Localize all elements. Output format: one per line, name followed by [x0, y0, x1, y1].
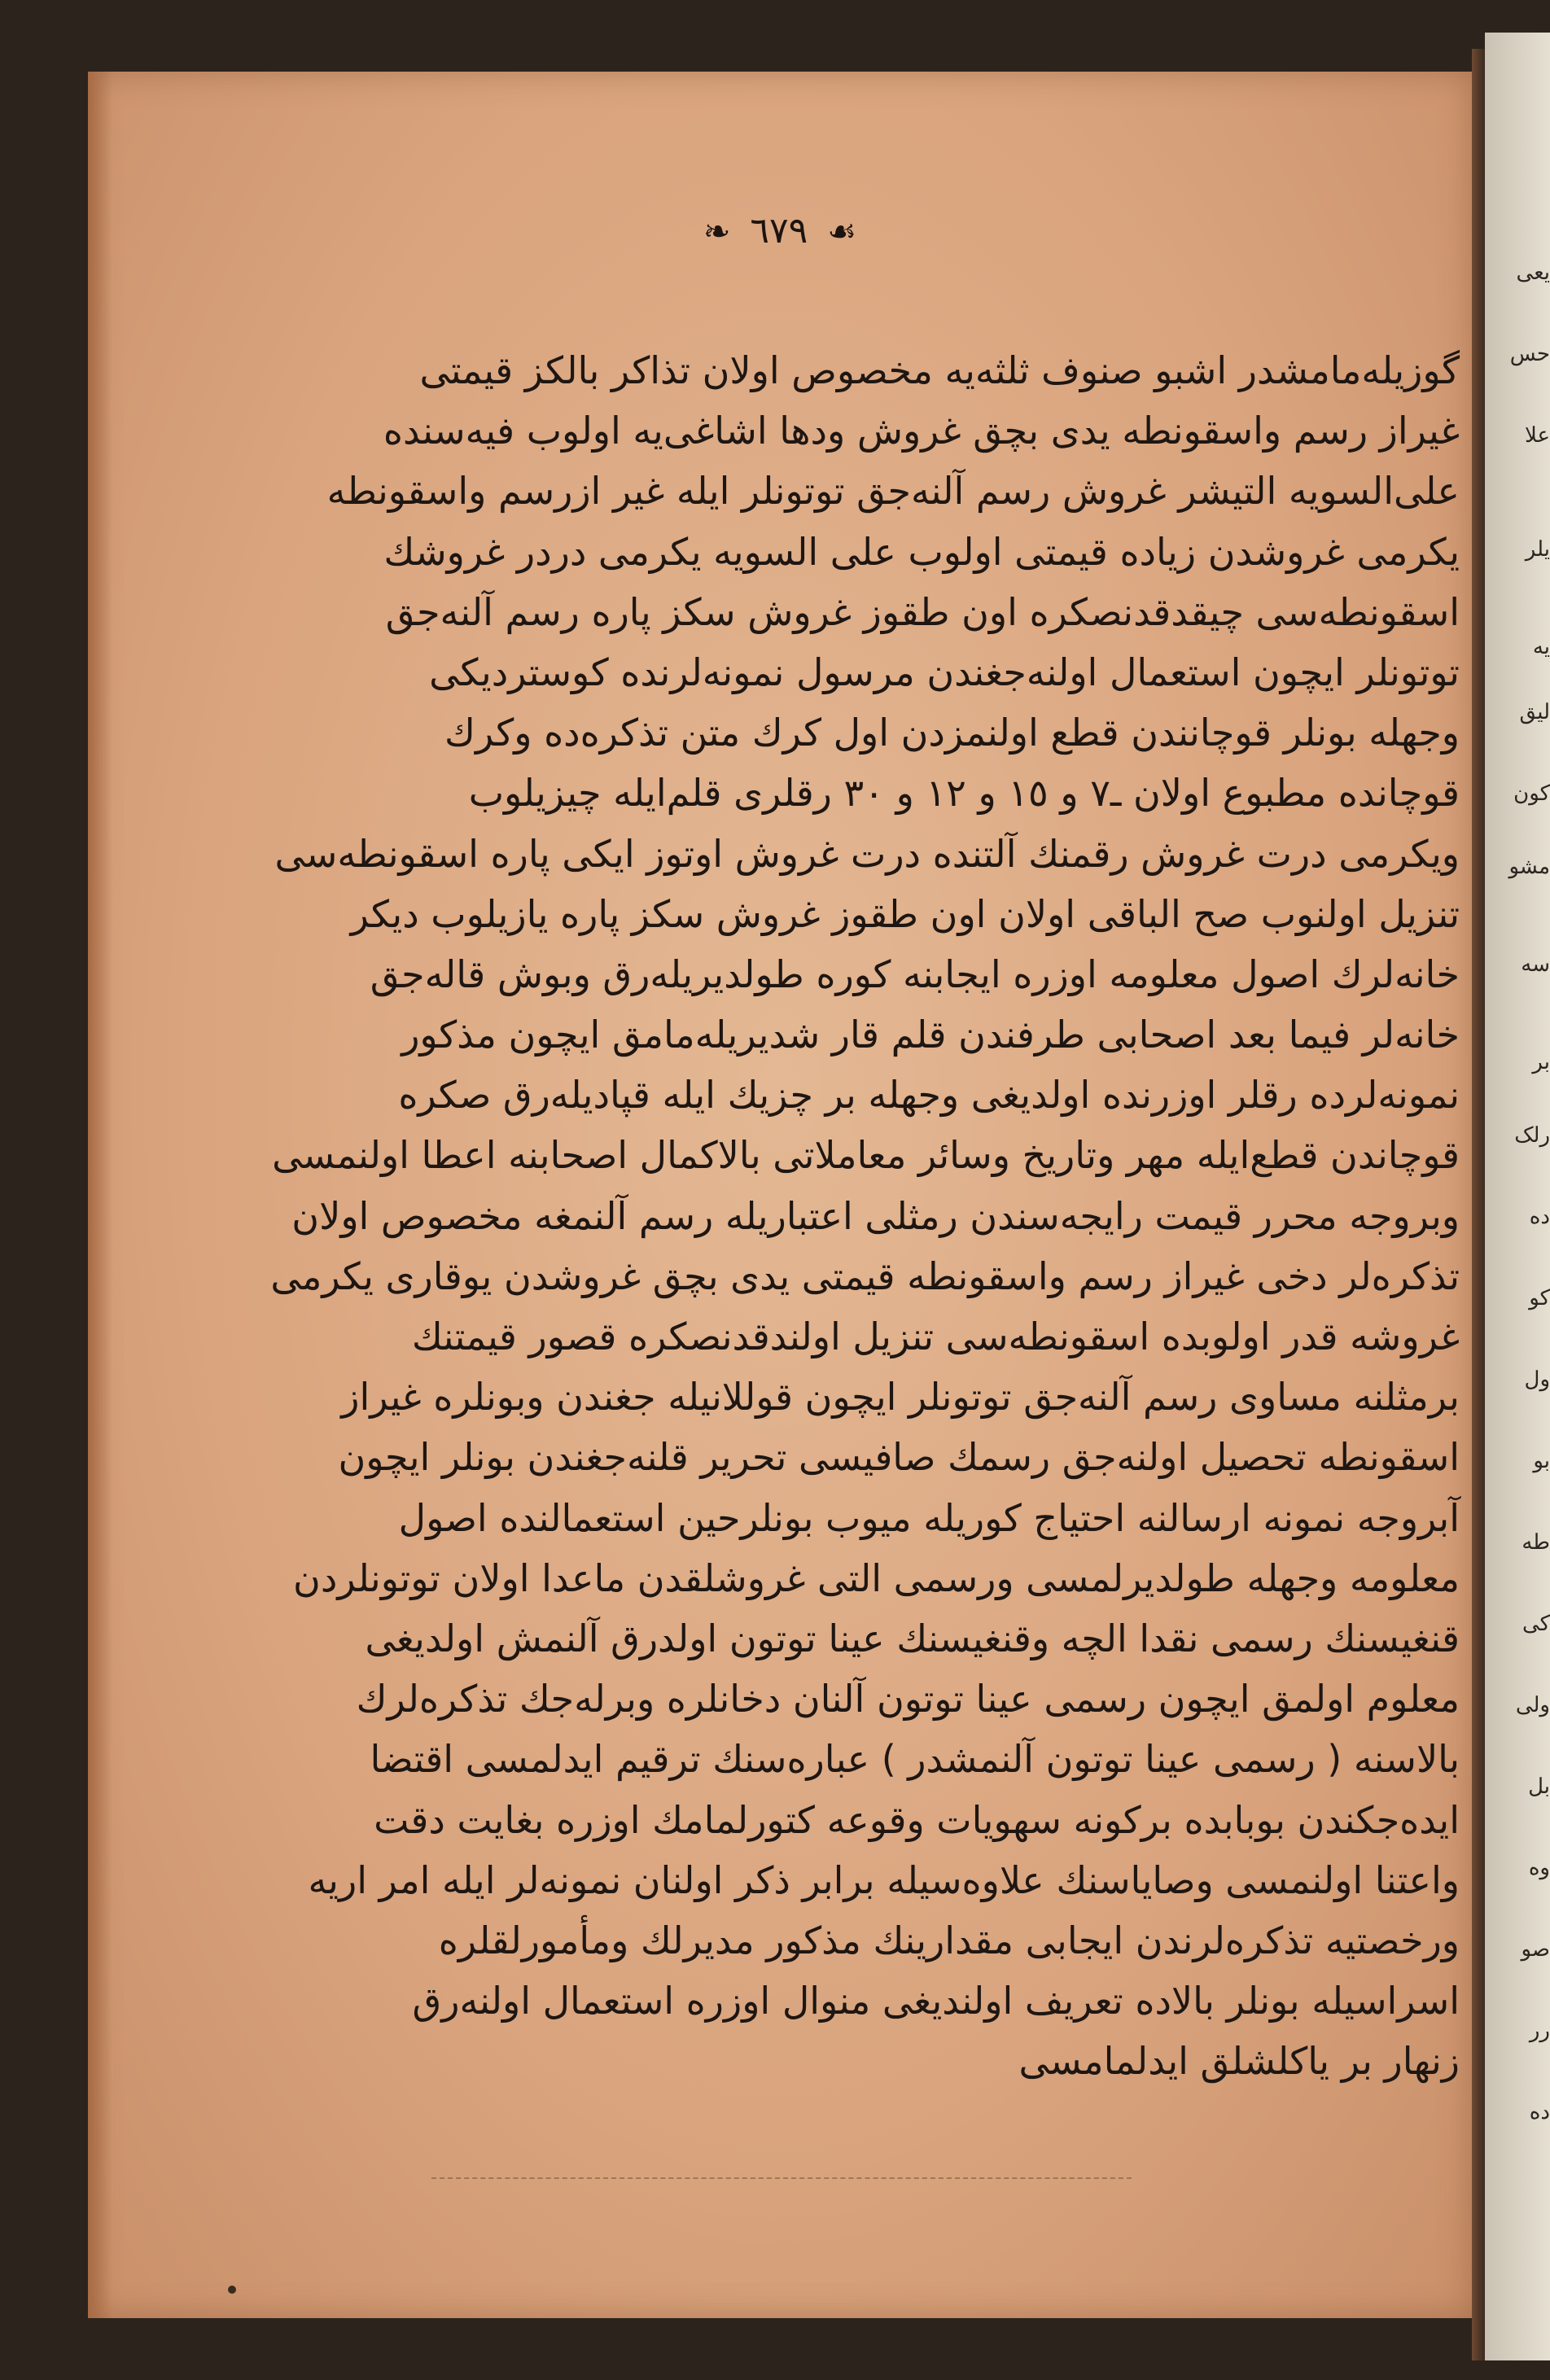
text-line: برمثلنه مساوی رسم آلنه‌جق توتونلر ایچون قوللانیله جغندن وبونلره غیراز: [341, 1375, 1460, 1420]
text-line: تنزیل اولنوب صح الباقی اولان اون طقوز غروش سکز پاره یازیلوب دیکر: [350, 891, 1460, 936]
text-line: خانه‌لرك اصول معلومه اوزره ایجابنه کوره طولدیریله‌رق وبوش قاله‌جق: [370, 952, 1460, 996]
text-line: اسقونطه‌سی چیقدقدنصکره اون طقوز غروش سکز پاره رسم آلنه‌جق: [385, 589, 1460, 634]
text-line: وجهله بونلر قوچانندن قطع اولنمزدن اول کرك متن تذکره‌ده وکرك: [444, 711, 1460, 755]
text-line: غیراز رسم واسقونطه یدی بچق غروش ودها اشاغی‌یه اولوب فیه‌سنده: [383, 409, 1460, 453]
adjacent-text-fragment: حس: [1509, 342, 1550, 366]
adjacent-text-fragment: کی: [1522, 1612, 1550, 1636]
adjacent-text-fragment: ول: [1524, 1367, 1550, 1392]
adjacent-text-fragment: رر: [1529, 2019, 1550, 2043]
adjacent-text-fragment: ده: [1529, 1205, 1550, 1229]
book-gutter: [1472, 49, 1485, 2360]
text-line: وبروجه محرر قیمت رایجه‌سندن رمثلی اعتباریله رسم آلنمغه مخصوص اولان: [291, 1193, 1460, 1238]
text-line: یکرمی غروشدن زیاده قیمتی اولوب علی السویه یکرمی دردر غروشك: [383, 529, 1460, 574]
page-edge-shadow: [88, 72, 112, 2318]
text-line: غروشه قدر اولوبده اسقونطه‌سی تنزیل اولندقدنصکره قصور قیمتنك: [411, 1315, 1460, 1358]
adjacent-text-fragment: سه: [1521, 952, 1550, 977]
text-line: ورخصتیه تذکره‌لرندن ایجابی مقدارینك مذکور مدیرلك ومأمورلقلره: [438, 1918, 1460, 1962]
adjacent-page-strip: [1485, 33, 1550, 2360]
ornament-right-icon: ☙: [827, 213, 857, 251]
adjacent-text-fragment: رلک: [1514, 1123, 1550, 1148]
text-line: آبروجه نمونه ارسالنه احتیاج کوریله میوب بونلرحین استعمالنده اصول: [398, 1495, 1460, 1540]
text-line: زنهار بر یاکلشلق ایدلمامسی: [1018, 2039, 1460, 2084]
adjacent-text-fragment: بل: [1528, 1774, 1550, 1799]
adjacent-text-fragment: مشو: [1508, 855, 1550, 879]
adjacent-text-fragment: وه: [1528, 1856, 1550, 1880]
adjacent-text-fragment: کو: [1529, 1286, 1550, 1310]
text-line: خانه‌لر فیما بعد اصحابی طرفندن قلم قار شدیریله‌مامق ایچون مذکور: [401, 1013, 1460, 1057]
text-line: اسقونطه تحصیل اولنه‌جق رسمك صافیسی تحریر قلنه‌جغندن بونلر ایچون: [338, 1435, 1460, 1480]
adjacent-text-fragment: طه: [1522, 1530, 1550, 1555]
adjacent-text-fragment: بو: [1533, 1449, 1550, 1473]
text-line: قنغیسنك رسمی نقدا الچه وقنغیسنك عینا توتون اولدرق آلنمش اولدیغی: [365, 1616, 1460, 1660]
text-line: معلوم اولمق ایچون رسمی عینا توتون آلنان دخانلره وبرله‌جك تذکره‌لرك: [356, 1677, 1460, 1722]
text-line: نمونه‌لرده رقلر اوزرنده اولدیغی وجهله بر چزیك ایله قپادیله‌رق صکره: [398, 1073, 1460, 1118]
text-line: تذکره‌لر دخی غیراز رسم واسقونطه قیمتی یدی بچق غروشدن یوقاری یکرمی: [270, 1253, 1460, 1298]
adjacent-text-fragment: ده: [1529, 2100, 1550, 2124]
adjacent-text-fragment: لیق: [1519, 700, 1550, 724]
ink-dot: [228, 2286, 236, 2294]
text-line: واعتنا اولنمسی وصایاسنك علاوه‌سیله برابر ذکر اولنان نمونه‌لر ایله امر اریه: [308, 1857, 1460, 1902]
text-line: ایده‌جکندن بوبابده برکونه سهویات وقوعه کتورلمامك اوزره بغایت دقت: [374, 1797, 1460, 1842]
adjacent-text-fragment: ولی: [1515, 1693, 1550, 1717]
adjacent-text-fragment: علا: [1524, 423, 1550, 448]
text-line: علی‌السویه التیشر غروش رسم آلنه‌جق توتونلر ایله غیر ازرسم واسقونطه: [326, 469, 1460, 514]
page-body-text: [270, 340, 1460, 2091]
text-line: اسراسیله بونلر بالاده تعریف اولندیغی منوال اوزره استعمال اولنه‌رق: [412, 1979, 1460, 2023]
text-line: بالاسنه ( رسمی عینا توتون آلنمشدر ) عباره‌سنك ترقیم ایدلمسی اقتضا: [370, 1737, 1460, 1782]
text-line: قوچانده مطبوع اولان ـ٧ و ١٥ و ١٢ و ٣٠ رقلری قلم‌ایله چیزیلوب: [468, 771, 1460, 816]
adjacent-text-fragment: صو: [1521, 1937, 1550, 1962]
page-number: ٦٧٩: [750, 210, 808, 252]
text-line: توتونلر ایچون استعمال اولنه‌جغندن مرسول نمونه‌لرنده کوستردیکی: [429, 650, 1460, 694]
text-line: ویکرمی درت غروش رقمنك آلتنده درت غروش اوتوز ایکی پاره اسقونطه‌سی: [274, 831, 1460, 876]
adjacent-text-fragment: یه: [1532, 635, 1550, 659]
page-header: [88, 210, 1472, 252]
book-page: [88, 72, 1472, 2318]
adjacent-text-fragment: بر: [1532, 1050, 1550, 1074]
ornament-left-icon: ❧: [703, 213, 731, 251]
bottom-rule: [431, 2177, 1132, 2181]
text-line: معلومه وجهله طولدیرلمسی ورسمی التی غروشلقدن ماعدا اولان توتونلردن: [293, 1555, 1460, 1600]
adjacent-text-fragment: یلر: [1525, 537, 1550, 562]
text-line: قوچاندن قطع‌ایله مهر وتاریخ وسائر معاملاتی بالاکمال اصحابنه اعطا اولنمسی: [272, 1133, 1460, 1178]
text-line: گوزیله‌مامشدر اشبو صنوف ثلثه‌یه مخصوص اولان تذاکر بالکز قیمتی: [419, 348, 1460, 392]
adjacent-text-fragment: کون: [1513, 781, 1550, 806]
adjacent-text-fragment: یعی: [1516, 260, 1550, 285]
